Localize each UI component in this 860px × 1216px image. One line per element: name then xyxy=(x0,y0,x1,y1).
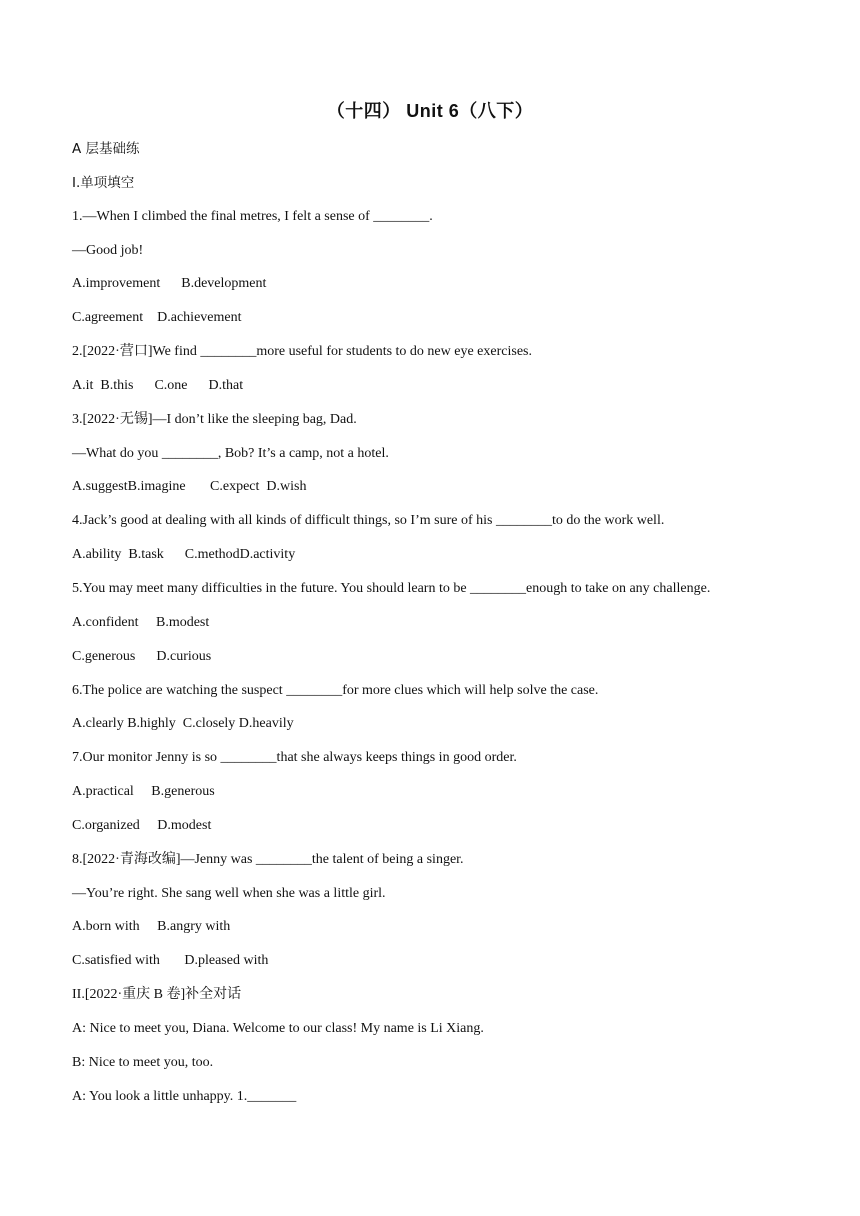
question-5-options-ab: A.confident B.modest xyxy=(72,614,210,630)
question-4-options: A.ability B.task C.methodD.activity xyxy=(72,547,296,563)
question-6: 6.The police are watching the suspect ________for more clues which will help solve the case. xyxy=(72,682,599,698)
question-1-reply: —Good job! xyxy=(72,242,144,258)
question-8-options-cd: C.satisfied with D.pleased with xyxy=(72,953,269,969)
question-2: 2.[2022·营口]We find ________more useful for students to do new eye exercises. xyxy=(72,344,532,360)
question-1: 1.—When I climbed the final metres, I felt a sense of ________. xyxy=(72,208,433,224)
dialogue-line-1: A: Nice to meet you, Diana. Welcome to our class! My name is Li Xiang. xyxy=(72,1020,484,1036)
question-7: 7.Our monitor Jenny is so ________that she always keeps things in good order. xyxy=(72,750,517,766)
question-3: 3.[2022·无锡]—I don’t like the sleeping bag, Dad. xyxy=(72,411,357,427)
question-8-options-ab: A.born with B.angry with xyxy=(72,919,231,935)
page-title: （十四） Unit 6（八下） xyxy=(326,101,534,121)
section-heading-a: A 层基础练 xyxy=(72,141,140,157)
question-7-options-ab: A.practical B.generous xyxy=(72,784,215,800)
worksheet-body xyxy=(72,139,812,1120)
dialogue-line-2: B: Nice to meet you, too. xyxy=(72,1054,214,1070)
question-7-options-cd: C.organized D.modest xyxy=(72,817,212,833)
question-5: 5.You may meet many difficulties in the future. You should learn to be ________enough to take on any challenge. xyxy=(72,580,711,596)
question-3-options: A.suggestB.imagine C.expect D.wish xyxy=(72,479,307,495)
question-5-options-cd: C.generous D.curious xyxy=(72,648,212,664)
part-heading-ii: II.[2022·重庆 B 卷]补全对话 xyxy=(72,987,242,1003)
question-4: 4.Jack’s good at dealing with all kinds of difficult things, so I’m sure of his ________to do the work well. xyxy=(72,513,665,529)
question-6-options: A.clearly B.highly C.closely D.heavily xyxy=(72,716,294,732)
question-1-options-cd: C.agreement D.achievement xyxy=(72,310,242,326)
question-1-options-ab: A.improvement B.development xyxy=(72,276,267,292)
question-8: 8.[2022·青海改编]—Jenny was ________the talent of being a singer. xyxy=(72,851,464,867)
part-heading-i: I.单项填空 xyxy=(72,174,135,191)
question-2-options: A.it B.this C.one D.that xyxy=(72,377,244,393)
question-3-reply: —What do you ________, Bob? It’s a camp, not a hotel. xyxy=(72,445,389,461)
question-8-reply: —You’re right. She sang well when she was a little girl. xyxy=(72,885,386,901)
dialogue-line-3: A: You look a little unhappy. 1._______ xyxy=(72,1088,297,1104)
